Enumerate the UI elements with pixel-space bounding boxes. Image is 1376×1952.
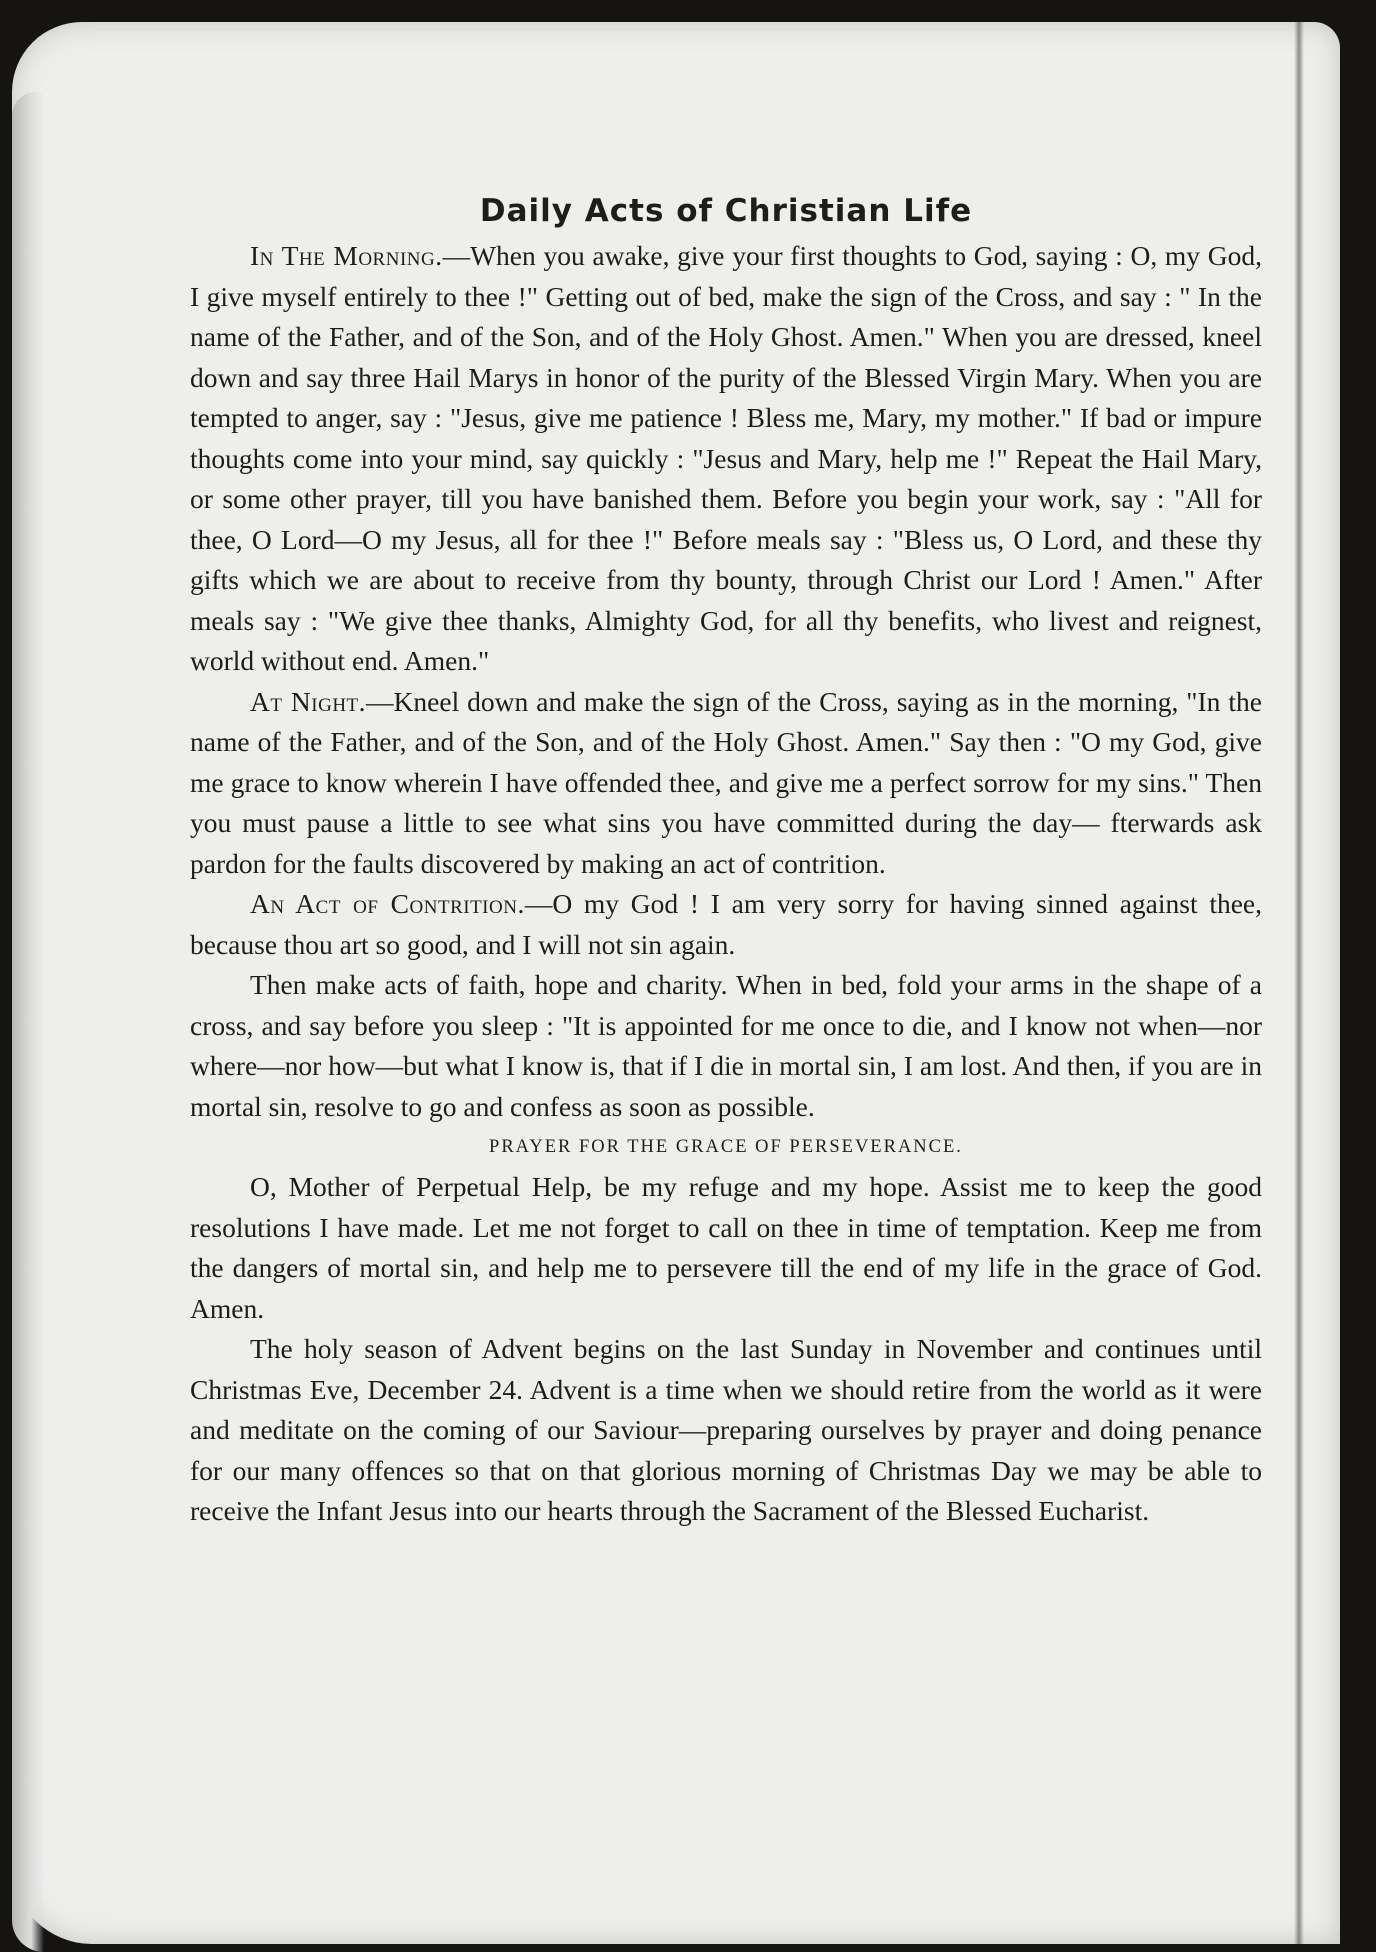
morning-body: —When you awake, give your first thoughts to God, saying : O, my God, I give myself entirely to thee !" Getting out of bed, make the sign of the Cross, and say : " In the name of the Father, and of the Son, and of the Holy Ghost. Amen." When you are dressed, kneel down and say three Hail Marys in honor of the purity of the Blessed Virgin Mary. When you are tempted to anger, say : "Jesus, give me patience ! Bless me, Mary, my mother." If bad or impure thoughts come into your mind, say quickly : "Jesus and Mary, help me !" Repeat the Hail Mary, or some other prayer, till you have banished them. Before you begin your work, say : "All for thee, O Lord—O my Jesus, all for thee !" Before meals say : "Bless us, O Lord, and these thy gifts which we are about to receive from thy bounty, through Christ our Lord ! Amen." After meals say : "We give thee thanks, Almighty God, for all thy benefits, who livest and reignest, world without end. Amen." — [190, 240, 1262, 676]
perseverance-prayer: O, Mother of Perpetual Help, be my refuge and my hope. Assist me to keep the good resolutions I have made. Let me not forget to call on thee in time of temptation. Keep me from the dangers of mortal sin, and help me to persevere till the end of my life in the grace of God. Amen. — [190, 1171, 1262, 1324]
book-page — [12, 22, 1340, 1944]
advent-paragraph: The holy season of Advent begins on the last Sunday in November and continues until Christmas Eve, December 24. Advent is a time when we should retire from the world as it were and meditate on the coming of our Saviour—preparing ourselves by prayer and doing penance for our many offences so that on that glorious morning of Christmas Day we may be able to receive the Infant Jesus into our hearts through the Sacrament of the Blessed Eucharist. — [190, 1333, 1262, 1526]
morning-lead: In The Morning. — [250, 240, 443, 271]
page-text — [190, 190, 1262, 1532]
night-lead: At Night. — [250, 685, 367, 717]
contrition-body: —O my God ! I am very sorry for having sinned against thee, because thou art so good, and I will not sin again. — [190, 888, 1262, 960]
night-body: —Kneel down and make the sign of the Cross, saying as in the morning, "In the name of the Father, and of the Son, and of the Holy Ghost. Amen." Say then : "O my God, give me grace to know wherein I have offended thee, and give me a perfect sorrow for my sins." Then you must pause a little to see what sins you have committed during the day— fterwards ask pardon for the faults discovered by making an act of contrition. — [190, 685, 1262, 879]
page-edge — [12, 92, 44, 1952]
binding-gutter — [1294, 22, 1304, 1944]
night-paragraph — [190, 682, 1262, 885]
morning-paragraph — [190, 236, 1262, 682]
contrition-paragraph — [190, 884, 1262, 965]
prayer-heading: PRAYER FOR THE GRACE OF PERSEVERANCE. — [489, 1137, 963, 1157]
contrition-lead: An Act of Contrition. — [250, 888, 525, 919]
bedtime-paragraph: Then make acts of faith, hope and charity. When in bed, fold your arms in the shape of a cross, and say before you sleep : "It is appointed for me once to die, and I know not when—nor where—nor how—but what I know is, that if I die in mortal sin, I am lost. And then, if you are in mortal sin, resolve to go and confess as soon as possible. — [190, 969, 1262, 1122]
page-title: Daily Acts of Christian Life — [479, 193, 973, 229]
